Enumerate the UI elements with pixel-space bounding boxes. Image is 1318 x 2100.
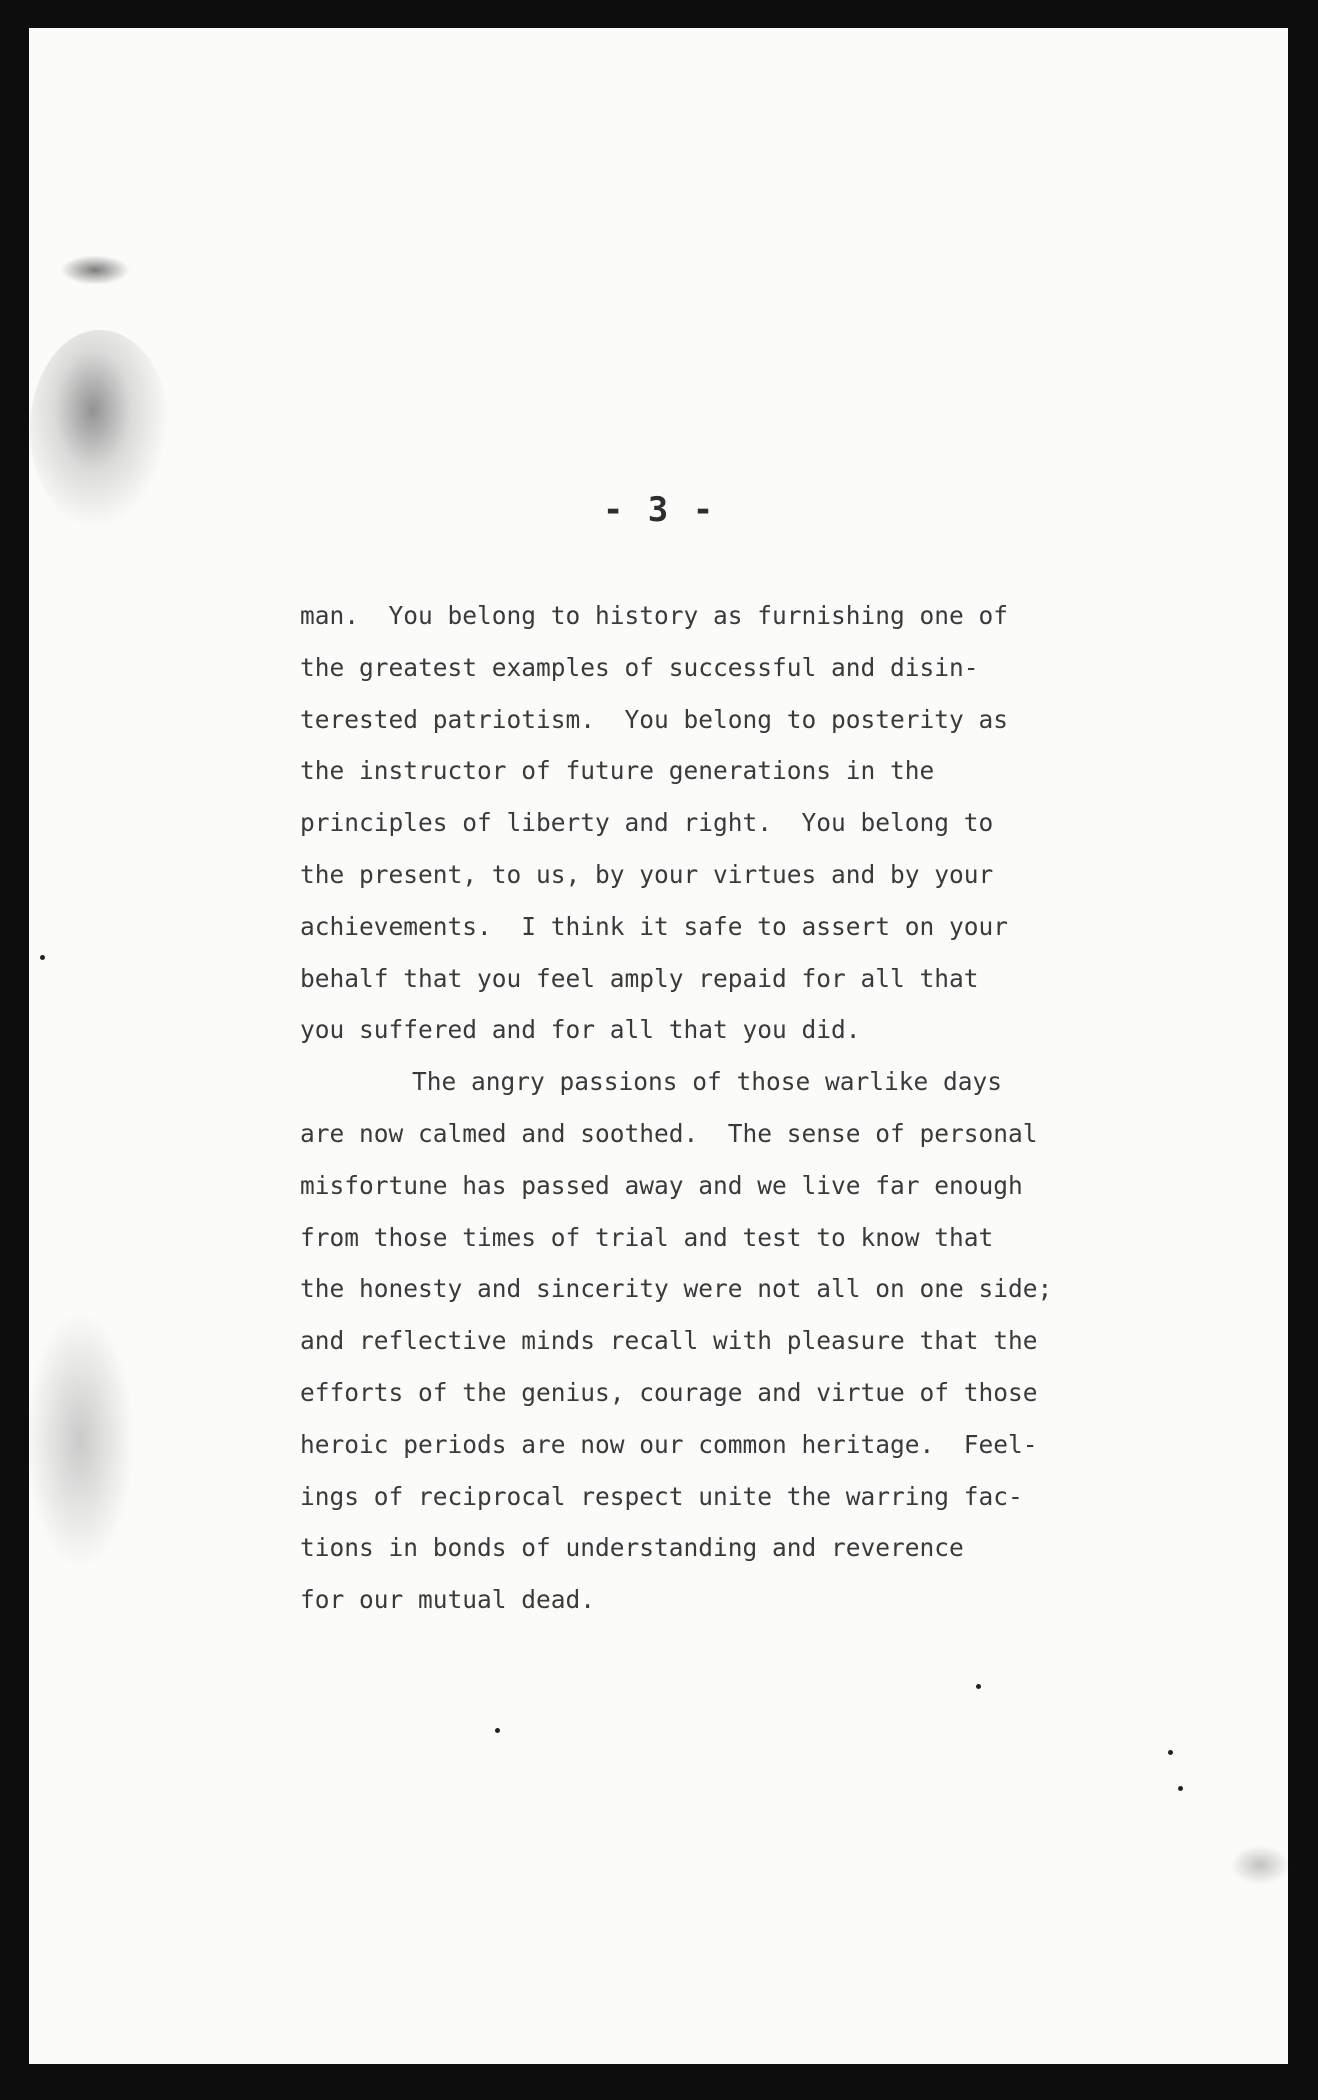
paragraph: [300, 1056, 1100, 1626]
text-line: for our mutual dead.: [300, 1585, 596, 1615]
text-line: the honesty and sincerity were not all on one side;: [300, 1274, 1053, 1304]
text-line: the instructor of future generations in the: [300, 756, 935, 786]
text-line: the present, to us, by your virtues and by your: [300, 859, 994, 889]
ink-speck: [1178, 1786, 1183, 1791]
text-line: terested patriotism. You belong to posterity as: [300, 704, 1009, 734]
text-line: heroic periods are now our common heritage. Feel-: [300, 1429, 1038, 1459]
text-line: from those times of trial and test to know that: [300, 1222, 994, 1252]
text-line: behalf that you feel amply repaid for all that: [300, 963, 979, 993]
paragraph: [300, 590, 1100, 1056]
text-line: man. You belong to history as furnishing one of: [300, 601, 1009, 630]
text-line: you suffered and for all that you did.: [300, 1015, 861, 1045]
text-line: principles of liberty and right. You belong to: [300, 808, 994, 838]
ink-speck: [495, 1728, 500, 1733]
text-line: achievements. I think it safe to assert on your: [300, 911, 1009, 941]
ink-smudge: [1230, 1845, 1290, 1885]
ink-speck: [40, 955, 45, 960]
page-number: - 3 -: [602, 490, 716, 530]
text-line: and reflective minds recall with pleasure that the: [300, 1326, 1038, 1356]
ink-smudge: [60, 255, 130, 285]
text-line: misfortune has passed away and we live far enough: [300, 1170, 1023, 1200]
ink-speck: [976, 1684, 981, 1689]
text-line: ings of reciprocal respect unite the warring fac-: [300, 1481, 1023, 1511]
ink-speck: [1168, 1750, 1173, 1755]
ink-smudge: [25, 1310, 135, 1570]
text-line: The angry passions of those warlike days: [412, 1067, 1003, 1097]
text-line: tions in bonds of understanding and reverence: [300, 1533, 964, 1563]
body-text: [300, 590, 1100, 1626]
text-line: efforts of the genius, courage and virtue of those: [300, 1377, 1038, 1407]
text-line: are now calmed and soothed. The sense of personal: [300, 1118, 1038, 1148]
text-line: the greatest examples of successful and disin-: [300, 652, 979, 682]
